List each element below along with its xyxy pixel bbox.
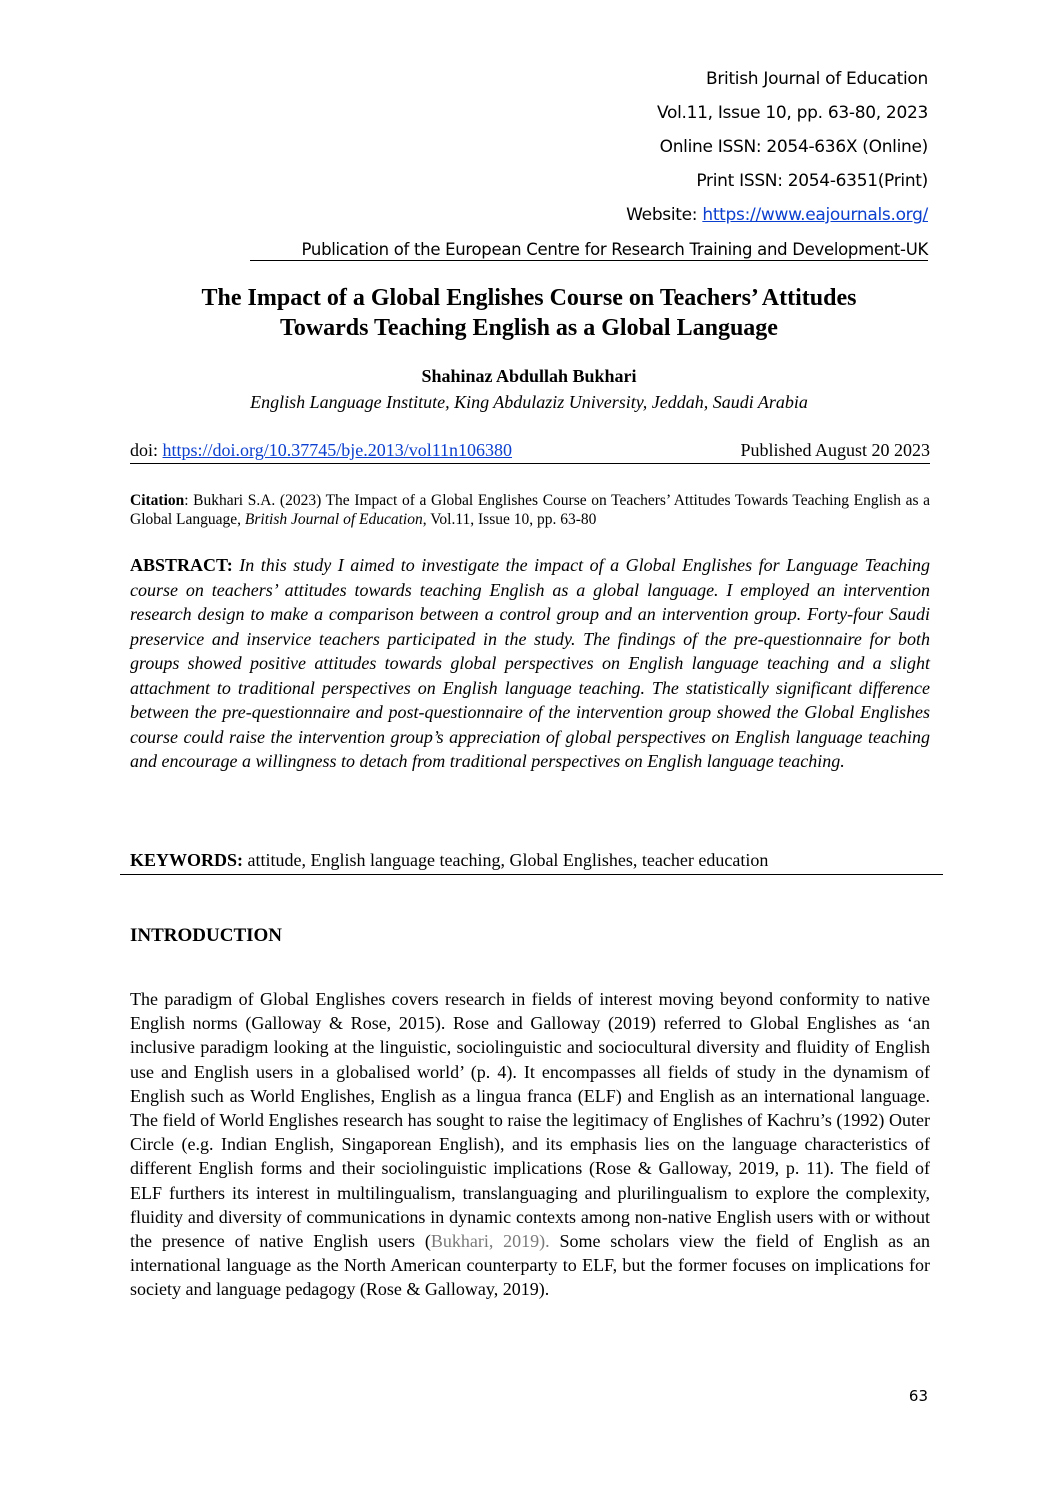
- citation: [130, 491, 930, 529]
- website-link[interactable]: https://www.eajournals.org/: [702, 205, 928, 225]
- doi: [130, 440, 512, 461]
- title-line-1: The Impact of a Global Englishes Course on Teachers’ Attitudes: [201, 285, 857, 311]
- citation-text-b: , Vol.11, Issue 10, pp. 63-80: [422, 511, 597, 528]
- intro-grey-citation: Bukhari, 2019).: [430, 1231, 550, 1252]
- keywords: [120, 850, 943, 875]
- abstract-label: ABSTRACT:: [130, 555, 233, 575]
- page-number: 63: [908, 1387, 928, 1405]
- keywords-text: attitude, English language teaching, Global Englishes, teacher education: [243, 850, 769, 870]
- keywords-label: KEYWORDS:: [130, 850, 244, 870]
- abstract: [130, 553, 930, 774]
- title-line-2: Towards Teaching English as a Global Language: [280, 315, 778, 341]
- published-date: Published August 20 2023: [740, 440, 930, 460]
- article-title: [120, 283, 938, 343]
- doi-link[interactable]: https://doi.org/10.37745/bje.2013/vol11n106380: [162, 440, 513, 460]
- doi-row: [130, 440, 930, 464]
- citation-journal: British Journal of Education: [244, 511, 423, 528]
- citation-label: Citation: [130, 492, 185, 509]
- print-issn: Print ISSN: 2054-6351(Print): [696, 171, 928, 191]
- intro-text-b: Some scholars view the field of English as an international language as the North American counterparty to ELF, but the former focuses on implications for society and language pedagogy (Rose & Galloway, 2019).: [130, 1231, 930, 1300]
- doi-label: doi:: [130, 440, 163, 460]
- publisher-line: Publication of the European Centre for Research Training and Development-UK: [250, 240, 928, 261]
- journal-name: British Journal of Education: [705, 69, 928, 89]
- online-issn: Online ISSN: 2054-636X (Online): [659, 137, 928, 157]
- section-heading-introduction: INTRODUCTION: [130, 925, 283, 946]
- introduction-paragraph: [130, 987, 930, 1302]
- author-affiliation: English Language Institute, King Abdulaziz University, Jeddah, Saudi Arabia: [250, 392, 808, 412]
- intro-text-a: The paradigm of Global Englishes covers research in fields of interest moving beyond conformity to native English norms (Galloway & Rose, 2015). Rose and Galloway (2019) referred to Global Englishes as ‘an inclusive paradigm looking at the linguistic, sociolinguistic and sociocultural diversity and fluidity of English use and English users in a globalised world’ (p. 4). It encompasses all fields of study in the dynamism of English such as World Englishes, English as a lingua franca (ELF) and English as an international language. The field of World Englishes research has sought to raise the legitimacy of Englishes of Kachru’s (1992) Outer Circle (e.g. Indian English, Singaporean English), and its emphasis lies on the language characteristics of different English forms and their sociolinguistic implications (Rose & Galloway, 2019, p. 11). The field of ELF furthers its interest in multilingualism, translanguaging and plurilingualism to explore the complexity, fluidity and diversity of communications in dynamic contexts among non-native English users with or without the presence of native English users (: [130, 989, 930, 1252]
- website-line: [626, 198, 928, 232]
- journal-volume: Vol.11, Issue 10, pp. 63-80, 2023: [656, 103, 928, 123]
- citation-text-a: : Bukhari S.A. (2023) The Impact of a Global Englishes Course on Teachers’ Attitudes Towards Teaching English as a Global Language,: [130, 492, 930, 528]
- journal-header: [626, 62, 928, 232]
- website-label: Website:: [626, 205, 703, 225]
- abstract-text: In this study I aimed to investigate the impact of a Global Englishes for Language Teaching course on teachers’ attitudes towards teaching English as a global language. I employed an intervention research design to make a comparison between a control group and an intervention group. Forty-four Saudi preservice and inservice teachers participated in the study. The findings of the pre-questionnaire for both groups showed positive attitudes towards global perspectives on English language teaching and a slight attachment to traditional perspectives on English language teaching. The statistically significant difference between the pre-questionnaire and post-questionnaire of the intervention group showed the Global Englishes course could raise the intervention group’s appreciation of global perspectives on English language teaching and encourage a willingness to detach from traditional perspectives on English language teaching.: [130, 555, 931, 771]
- author-name: Shahinaz Abdullah Bukhari: [421, 366, 637, 386]
